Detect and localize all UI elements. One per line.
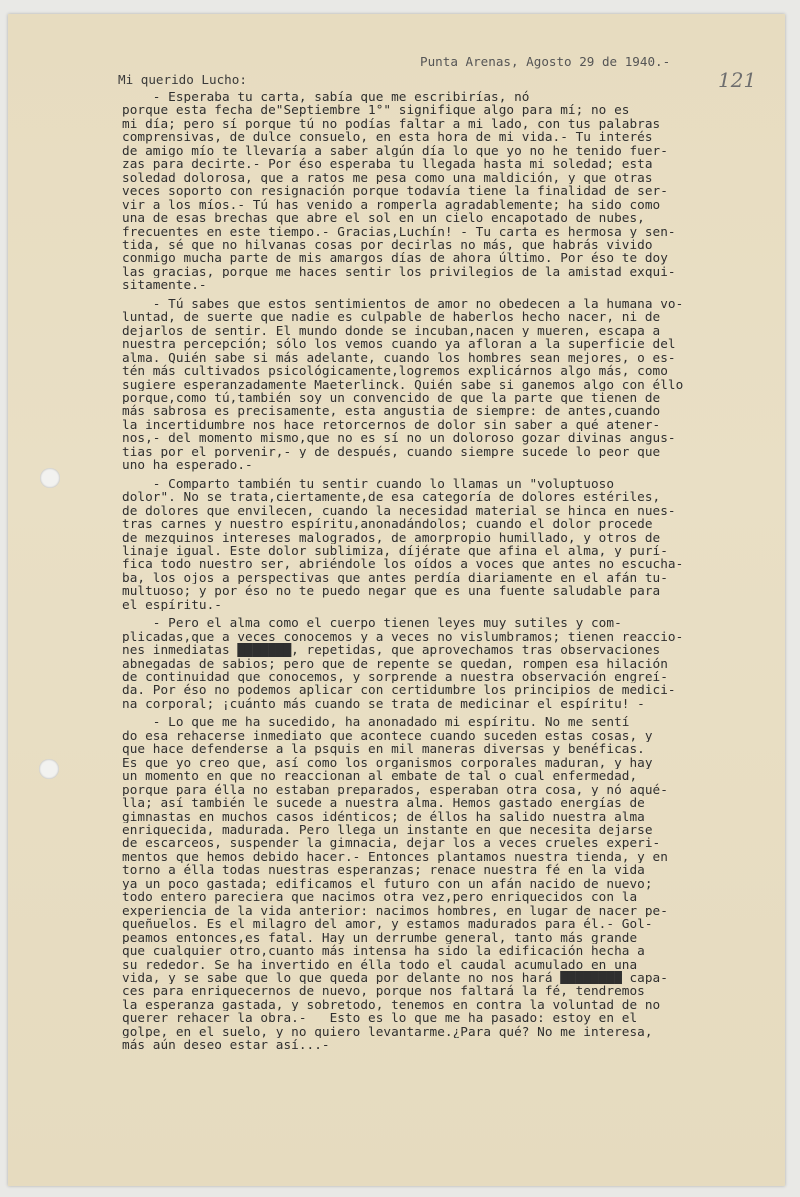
- text-line: da. Por éso no podemos aplicar con certidumbre los principios de medici-: [122, 683, 676, 697]
- text-line: vir a los míos.- Tú has venido a romperla agradablemente; ha sido como: [122, 197, 661, 212]
- text-line: ya un poco gastada; edificamos el futuro con un afán nacido de nuevo;: [122, 876, 653, 891]
- text-line: tén más cultivados psicológicamente,logremos explicárnos algo más, como: [122, 364, 668, 378]
- text-line: frecuentes en este tiempo.- Gracias,Luchín! - Tu carta es hermosa y sen-: [122, 224, 676, 238]
- paragraph: [122, 477, 782, 612]
- paragraph: [122, 616, 782, 710]
- text-line: luntad, de suerte que nadie es culpable de haberlos hecho nacer, ni de: [122, 310, 661, 324]
- text-line: porque esta fecha de"Septiembre 1°" signifique algo para mí; no es: [122, 103, 630, 117]
- text-line: - Pero el alma como el cuerpo tienen leyes muy sutiles y com-: [122, 616, 622, 630]
- text-line: na corporal; ¡cuánto más cuando se trata de medicinar el espíritu! -: [122, 696, 645, 711]
- text-line: fica todo nuestro ser, abriéndole los oídos a voces que antes no escucha-: [122, 557, 684, 571]
- text-line: de mezquinos intereses malogrados, de amorpropio humillado, y otros de: [122, 530, 661, 544]
- text-line: mi día; pero sí porque tú no podías faltar a mi lado, con tus palabras: [122, 116, 661, 131]
- paragraph: [122, 90, 782, 292]
- text-line: de amigo mío te llevaría a saber algún día lo que yo no he tenido fuer-: [122, 143, 668, 158]
- text-line: porque,como tú,también soy un convencido de que la parte que tienen de: [122, 390, 661, 405]
- text-line: tida, sé que no hilvanas cosas por decirlas no más, que habrás vivido: [122, 237, 653, 252]
- text-line: - Comparto también tu sentir cuando lo llamas un "voluptuoso: [122, 476, 615, 491]
- letter-page: [8, 14, 785, 1186]
- text-line: alma. Quién sabe si más adelante, cuando los hombres sean mejores, o es-: [122, 350, 676, 365]
- text-line: golpe, en el suelo, y no quiero levantarme.¿Para qué? No me interesa,: [122, 1024, 653, 1039]
- text-line: ba, los ojos a perspectivas que antes perdía diariamente en el afán tu-: [122, 570, 668, 585]
- text-line: nos,- del momento mismo,que no es sí no un doloroso gozar divinas angus-: [122, 431, 676, 445]
- text-line: torno a élla todas nuestras esperanzas; renace nuestra fé en la vida: [122, 863, 645, 877]
- text-line: su rededor. Se ha invertido en élla todo el caudal acumulado en una: [122, 957, 638, 971]
- text-line: do esa rehacerse inmediato que acontece cuando suceden estas cosas, y: [122, 728, 653, 743]
- text-line: las gracias, porque me haces sentir los privilegios de la amistad exqui-: [122, 264, 676, 279]
- text-line: Es que yo creo que, así como los organismos corporales maduran, y hay: [122, 755, 653, 770]
- text-line: dolor". No se trata,ciertamente,de esa categoría de dolores estériles,: [122, 490, 661, 504]
- text-line: de dolores que envilecen, cuando la necesidad material se hinca en nues-: [122, 503, 676, 518]
- text-line: ces para enriquecernos de nuevo, porque nos faltará la fé, tendremos: [122, 984, 645, 998]
- text-line: gimnastas en muchos casos idénticos; de éllos ha salido nuestra alma: [122, 809, 645, 824]
- text-line: enriquecida, madurada. Pero llega un instante en que necesita dejarse: [122, 823, 653, 837]
- text-line: multuoso; y por éso no te puedo negar que es una fuente saludable para: [122, 584, 661, 598]
- text-line: la incertidumbre nos hace retorcernos de dolor sin saber a qué atener-: [122, 417, 661, 432]
- text-line: vida, y se sabe que lo que queda por delante no nos hará ████████ capa-: [122, 971, 668, 985]
- text-line: una de esas brechas que abre el sol en un cielo encapotado de nubes,: [122, 211, 645, 225]
- punch-hole-bottom: [39, 759, 59, 779]
- text-line: plicadas,que a veces conocemos y a veces no vislumbramos; tienen reaccio-: [122, 629, 684, 644]
- text-line: más aún deseo estar así...-: [122, 1038, 330, 1052]
- text-line: veces soporto con resignación porque todavía tiene la finalidad de ser-: [122, 184, 668, 198]
- text-line: de escarceos, suspender la gimnacia, dejar los a veces crueles experi-: [122, 836, 661, 850]
- text-line: conmigo mucha parte de mis amargos días de ahora último. Por éso te doy: [122, 251, 668, 265]
- text-line: linaje igual. Este dolor sublimiza, díjérate que afina el alma, y purí-: [122, 543, 668, 558]
- text-line: de continuidad que conocemos, y sorprende a nuestra observación engreí-: [122, 670, 668, 684]
- text-line: zas para decirte.- Por éso esperaba tu llegada hasta mi soledad; esta: [122, 157, 653, 171]
- text-line: - Tú sabes que estos sentimientos de amor no obedecen a la humana vo-: [122, 296, 684, 311]
- letter-date: Punta Arenas, Agosto 29 de 1940.-: [420, 54, 671, 69]
- paragraph: [122, 715, 782, 1051]
- text-line: un momento en que no reaccionan al embate de tal o cual enfermedad,: [122, 769, 638, 783]
- paragraph: [122, 297, 782, 472]
- text-line: comprensivas, de dulce consuelo, en esta hora de mi vida.- Tu interés: [122, 130, 653, 144]
- page-number: 121: [718, 68, 757, 92]
- salutation: Mi querido Lucho:: [118, 72, 247, 87]
- text-line: soledad dolorosa, que a ratos me pesa como una maldición, y que otras: [122, 170, 653, 185]
- text-line: mentos que hemos debido hacer.- Entonces plantamos nuestra tienda, y en: [122, 849, 668, 864]
- letter-header: [118, 54, 758, 92]
- text-line: porque para élla no estaban preparados, esperaban otra cosa, y nó aqué-: [122, 782, 668, 797]
- text-line: dejarlos de sentir. El mundo donde se incuban,nacen y mueren, escapa a: [122, 323, 661, 338]
- text-line: nes inmediatas ███████, repetidas, que aprovechamos tras observaciones: [122, 643, 661, 657]
- text-line: la esperanza gastada, y sobretodo, tenemos en contra la voluntad de no: [122, 997, 661, 1012]
- text-line: el espíritu.-: [122, 597, 222, 612]
- text-line: nuestra percepción; sólo los vemos cuando ya afloran a la superficie del: [122, 337, 676, 351]
- text-line: tras carnes y nuestro espíritu,anonadándolos; cuando el dolor procede: [122, 517, 653, 531]
- text-line: sugiere esperanzadamente Maeterlinck. Quién sabe si ganemos algo con éllo: [122, 377, 684, 391]
- text-line: - Lo que me ha sucedido, ha anonadado mi espíritu. No me sentí: [122, 715, 630, 729]
- text-line: queñuelos. Es el milagro del amor, y estamos madurados para él.- Gol-: [122, 917, 653, 931]
- text-line: abnegadas de sabios; pero que de repente se quedan, rompen esa hilación: [122, 656, 668, 671]
- text-line: que hace defenderse a la psquis en mil maneras diversas y benéficas.: [122, 742, 645, 756]
- text-line: que cualquier otro,cuanto más intensa ha sido la edificación hecha a: [122, 944, 645, 958]
- text-line: sitamente.-: [122, 278, 207, 292]
- text-line: - Esperaba tu carta, sabía que me escribirías, nó: [122, 90, 530, 104]
- text-line: peamos entonces,es fatal. Hay un derrumbe general, tanto más grande: [122, 930, 638, 945]
- text-line: experiencia de la vida anterior: nacimos hombres, en lugar de nacer pe-: [122, 903, 668, 918]
- letter-body: [122, 90, 782, 1057]
- text-line: todo entero pareciera que nacimos otra vez,pero enriquecidos con la: [122, 890, 638, 904]
- text-line: querer rehacer la obra.- Esto es lo que me ha pasado: estoy en el: [122, 1011, 638, 1025]
- punch-hole-top: [40, 468, 60, 488]
- text-line: uno ha esperado.-: [122, 458, 253, 472]
- text-line: lla; así también le sucede a nuestra alma. Hemos gastado energías de: [122, 796, 645, 810]
- text-line: más sabrosa es precisamente, esta angustia de siempre: de antes,cuando: [122, 404, 661, 418]
- text-line: tias por el porvenir,- y de después, cuando siempre sucede lo peor que: [122, 444, 661, 459]
